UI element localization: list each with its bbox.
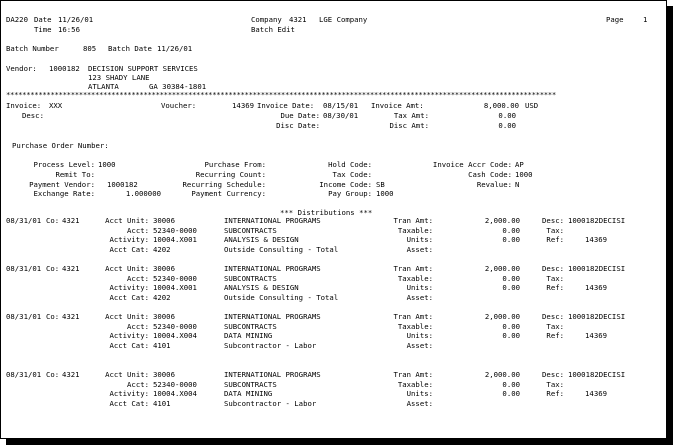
dist-acct-unit-desc: INTERNATIONAL PROGRAMS xyxy=(224,264,321,273)
dist-activity-label: Activity: xyxy=(109,283,149,293)
dist-units: 0.00 xyxy=(502,389,520,399)
dist-ref: 14369 xyxy=(585,235,607,245)
dist-ref-label: Ref: xyxy=(546,331,564,341)
income-code: SB xyxy=(376,180,385,189)
dist-activity-desc: ANALYSIS & DESIGN xyxy=(224,235,299,245)
invoice-desc-label: Desc: xyxy=(22,111,44,120)
tax-code-label: Tax Code: xyxy=(332,170,372,179)
dist-acct-cat-label: Acct Cat: xyxy=(109,340,149,350)
dist-acct-unit-label: Acct Unit: xyxy=(105,312,149,321)
separator-line: **************************************************************************************************************************************** xyxy=(6,90,556,99)
invoice-amt-label: Invoice Amt: xyxy=(371,101,424,110)
invoice-label: Invoice: xyxy=(6,101,42,110)
dist-units-label: Units: xyxy=(406,389,433,399)
invoice-currency: USD xyxy=(525,101,539,110)
voucher-label: Voucher: xyxy=(161,101,197,110)
dist-co-label: Co: xyxy=(46,216,60,225)
batch-number-label: Batch Number xyxy=(6,44,59,53)
page-number: 1 xyxy=(643,15,648,24)
dist-acct-unit-desc: INTERNATIONAL PROGRAMS xyxy=(224,216,321,225)
dist-taxable-label: Taxable: xyxy=(397,379,433,389)
cash-code-label: Cash Code: xyxy=(468,170,512,179)
batch-date: 11/26/01 xyxy=(157,44,193,53)
disc-date-label: Disc Date: xyxy=(276,121,320,130)
vendor-address: 123 SHADY LANE xyxy=(88,73,150,82)
dist-activity-label: Activity: xyxy=(109,235,149,245)
company-number: 4321 xyxy=(289,15,307,24)
dist-asset-label: Asset: xyxy=(406,244,433,254)
dist-desc: 1000182DECISI xyxy=(568,312,626,321)
dist-desc-label: Desc: xyxy=(542,370,564,379)
dist-co: 4321 xyxy=(62,216,80,225)
invoice-date: 08/15/01 xyxy=(323,101,359,110)
dist-ref-label: Ref: xyxy=(546,235,564,245)
dist-acct-label: Acct: xyxy=(127,225,149,235)
dist-acct-desc: SUBCONTRACTS xyxy=(224,273,277,283)
dist-acct-unit: 30006 xyxy=(153,264,175,273)
dist-co: 4321 xyxy=(62,370,80,379)
dist-ref-label: Ref: xyxy=(546,389,564,399)
vendor-name: DECISION SUPPORT SERVICES xyxy=(88,64,198,73)
dist-acct-unit-label: Acct Unit: xyxy=(105,216,149,225)
batch-number: 805 xyxy=(83,44,97,53)
dist-activity: 10004.X001 xyxy=(153,283,197,293)
page-shadow-bottom xyxy=(6,438,673,445)
dist-tran-amt-label: Tran Amt: xyxy=(393,370,433,379)
dist-acct-cat-label: Acct Cat: xyxy=(109,244,149,254)
dist-date: 08/31/01 xyxy=(6,216,42,225)
revalue: N xyxy=(515,180,520,189)
dist-taxable: 0.00 xyxy=(502,225,520,235)
dist-asset-label: Asset: xyxy=(406,292,433,302)
due-date: 08/30/01 xyxy=(323,111,359,120)
dist-tran-amt: 2,000.00 xyxy=(484,370,520,379)
dist-co-label: Co: xyxy=(46,312,60,321)
vendor-city: ATLANTA xyxy=(88,82,119,91)
payment-vendor-label: Payment Vendor: xyxy=(29,180,95,189)
revalue-label: Revalue: xyxy=(476,180,512,189)
po-number-label: Purchase Order Number: xyxy=(12,141,109,150)
dist-acct-desc: SUBCONTRACTS xyxy=(224,379,277,389)
dist-co: 4321 xyxy=(62,264,80,273)
dist-acct-cat-desc: Subcontractor - Labor xyxy=(224,398,317,408)
dist-tran-amt: 2,000.00 xyxy=(484,216,520,225)
dist-acct-cat-desc: Outside Consulting - Total xyxy=(224,244,339,254)
dist-ref: 14369 xyxy=(585,331,607,341)
dist-acct: 52340-0000 xyxy=(153,379,197,389)
distributions-title: *** Distributions *** xyxy=(280,208,373,217)
dist-acct: 52340-0000 xyxy=(153,225,197,235)
company-name: LGE Company xyxy=(319,15,368,24)
dist-acct-cat-desc: Subcontractor - Labor xyxy=(224,340,317,350)
dist-units-label: Units: xyxy=(406,331,433,341)
dist-tran-amt: 2,000.00 xyxy=(484,264,520,273)
exchange-rate-label: Exchange Rate: xyxy=(33,189,95,198)
invoice-amt: 8,000.00 xyxy=(483,101,519,110)
date-label: Date xyxy=(34,15,52,24)
pay-group: 1000 xyxy=(376,189,394,198)
page-label: Page xyxy=(606,15,624,24)
dist-tax-label: Tax: xyxy=(546,321,564,331)
dist-acct-cat: 4202 xyxy=(153,244,171,254)
dist-acct-cat-desc: Outside Consulting - Total xyxy=(224,292,339,302)
recurring-schedule-label: Recurring Schedule: xyxy=(182,180,266,189)
dist-co: 4321 xyxy=(62,312,80,321)
dist-acct-cat-label: Acct Cat: xyxy=(109,292,149,302)
process-level-label: Process Level: xyxy=(33,160,95,169)
dist-tran-amt: 2,000.00 xyxy=(484,312,520,321)
dist-acct-unit-label: Acct Unit: xyxy=(105,264,149,273)
dist-taxable: 0.00 xyxy=(502,321,520,331)
report-id: DA220 xyxy=(6,15,28,24)
dist-acct-cat-label: Acct Cat: xyxy=(109,398,149,408)
dist-acct-unit-desc: INTERNATIONAL PROGRAMS xyxy=(224,312,321,321)
dist-desc-label: Desc: xyxy=(542,312,564,321)
dist-acct-desc: SUBCONTRACTS xyxy=(224,321,277,331)
dist-activity-desc: DATA MINING xyxy=(224,389,273,399)
dist-taxable-label: Taxable: xyxy=(397,273,433,283)
dist-asset-label: Asset: xyxy=(406,340,433,350)
cash-code: 1000 xyxy=(515,170,533,179)
income-code-label: Income Code: xyxy=(319,180,372,189)
dist-units: 0.00 xyxy=(502,235,520,245)
dist-taxable-label: Taxable: xyxy=(397,225,433,235)
dist-ref-label: Ref: xyxy=(546,283,564,293)
dist-acct-label: Acct: xyxy=(127,379,149,389)
dist-units: 0.00 xyxy=(502,283,520,293)
dist-desc: 1000182DECISI xyxy=(568,370,626,379)
dist-activity: 10004.X004 xyxy=(153,389,197,399)
dist-activity-desc: DATA MINING xyxy=(224,331,273,341)
dist-acct: 52340-0000 xyxy=(153,321,197,331)
vendor-id: 1000182 xyxy=(49,64,80,73)
tax-amt: 0.00 xyxy=(498,111,516,120)
recurring-count-label: Recurring Count: xyxy=(195,170,266,179)
dist-acct-label: Acct: xyxy=(127,321,149,331)
report-title: Batch Edit xyxy=(251,25,295,34)
dist-activity-label: Activity: xyxy=(109,389,149,399)
vendor-label: Vendor: xyxy=(6,64,37,73)
batch-date-label: Batch Date xyxy=(108,44,152,53)
dist-co-label: Co: xyxy=(46,264,60,273)
dist-desc: 1000182DECISI xyxy=(568,216,626,225)
dist-acct: 52340-0000 xyxy=(153,273,197,283)
dist-units: 0.00 xyxy=(502,331,520,341)
invoice-number: XXX xyxy=(49,101,63,110)
dist-acct-unit-label: Acct Unit: xyxy=(105,370,149,379)
dist-acct-unit-desc: INTERNATIONAL PROGRAMS xyxy=(224,370,321,379)
dist-co-label: Co: xyxy=(46,370,60,379)
dist-units-label: Units: xyxy=(406,283,433,293)
disc-amt-label: Disc Amt: xyxy=(389,121,429,130)
pay-group-label: Pay Group: xyxy=(328,189,372,198)
dist-tax-label: Tax: xyxy=(546,379,564,389)
report-date: 11/26/01 xyxy=(58,15,94,24)
dist-acct-cat: 4101 xyxy=(153,398,171,408)
dist-units-label: Units: xyxy=(406,235,433,245)
exchange-rate: 1.000000 xyxy=(125,189,161,198)
vendor-state-zip: GA 30384-1801 xyxy=(149,82,207,91)
voucher-number: 14369 xyxy=(232,101,254,110)
dist-ref: 14369 xyxy=(585,283,607,293)
dist-acct-label: Acct: xyxy=(127,273,149,283)
dist-tran-amt-label: Tran Amt: xyxy=(393,312,433,321)
accr-code: AP xyxy=(515,160,524,169)
hold-code-label: Hold Code: xyxy=(328,160,372,169)
dist-desc-label: Desc: xyxy=(542,264,564,273)
dist-acct-unit: 30006 xyxy=(153,312,175,321)
process-level: 1000 xyxy=(98,160,116,169)
dist-activity-desc: ANALYSIS & DESIGN xyxy=(224,283,299,293)
dist-activity: 10004.X004 xyxy=(153,331,197,341)
disc-amt: 0.00 xyxy=(498,121,516,130)
dist-taxable-label: Taxable: xyxy=(397,321,433,331)
dist-acct-cat: 4101 xyxy=(153,340,171,350)
dist-asset-label: Asset: xyxy=(406,398,433,408)
dist-date: 08/31/01 xyxy=(6,370,42,379)
report-time: 16:56 xyxy=(58,25,80,34)
purchase-from-label: Purchase From: xyxy=(204,160,266,169)
remit-to-label: Remit To: xyxy=(55,170,95,179)
payment-vendor: 1000182 xyxy=(107,180,138,189)
dist-date: 08/31/01 xyxy=(6,312,42,321)
dist-desc-label: Desc: xyxy=(542,216,564,225)
dist-taxable: 0.00 xyxy=(502,273,520,283)
dist-acct-unit: 30006 xyxy=(153,370,175,379)
dist-desc: 1000182DECISI xyxy=(568,264,626,273)
time-label: Time xyxy=(34,25,52,34)
dist-tran-amt-label: Tran Amt: xyxy=(393,264,433,273)
dist-activity-label: Activity: xyxy=(109,331,149,341)
dist-activity: 10004.X001 xyxy=(153,235,197,245)
dist-tax-label: Tax: xyxy=(546,225,564,235)
payment-currency-label: Payment Currency: xyxy=(191,189,266,198)
dist-tran-amt-label: Tran Amt: xyxy=(393,216,433,225)
dist-acct-cat: 4202 xyxy=(153,292,171,302)
due-date-label: Due Date: xyxy=(280,111,320,120)
accr-code-label: Invoice Accr Code: xyxy=(432,160,512,169)
dist-taxable: 0.00 xyxy=(502,379,520,389)
dist-ref: 14369 xyxy=(585,389,607,399)
dist-acct-unit: 30006 xyxy=(153,216,175,225)
invoice-date-label: Invoice Date: xyxy=(257,101,315,110)
dist-date: 08/31/01 xyxy=(6,264,42,273)
page-shadow-right xyxy=(666,6,673,445)
dist-tax-label: Tax: xyxy=(546,273,564,283)
tax-amt-label: Tax Amt: xyxy=(393,111,429,120)
dist-acct-desc: SUBCONTRACTS xyxy=(224,225,277,235)
company-label: Company xyxy=(251,15,282,24)
